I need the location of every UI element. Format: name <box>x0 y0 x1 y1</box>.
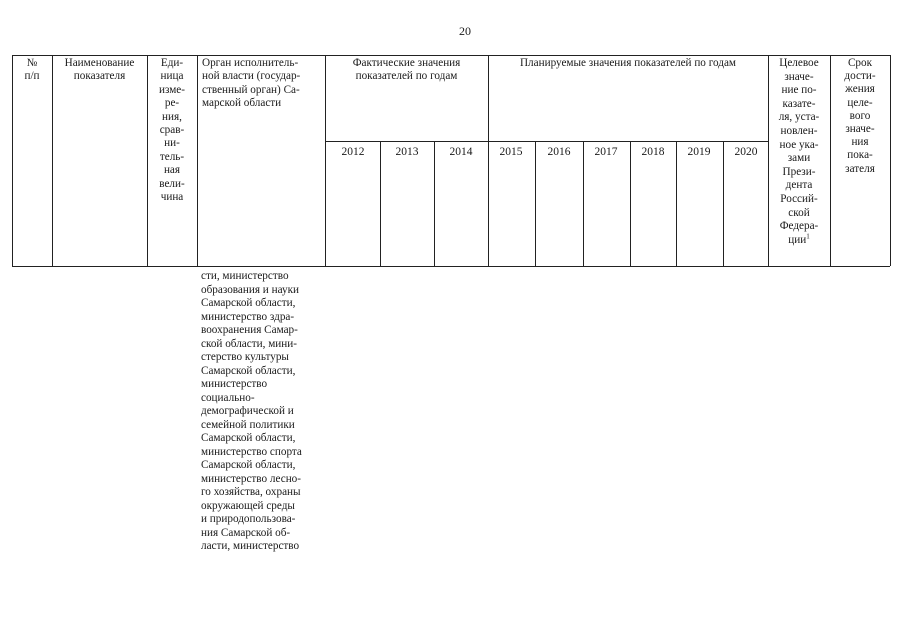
col-rule-num <box>52 55 53 266</box>
year-header-2014: 2014 <box>449 146 473 158</box>
table-top-rule <box>12 55 890 56</box>
col-rule-left <box>12 55 13 266</box>
header-actual-values: Фактические значения показателей по годам <box>352 57 461 83</box>
header-number: № п/п <box>24 57 40 83</box>
header-unit: Еди- ница изме- ре- ния, срав- ни- тель- ная вели- чина <box>158 57 186 204</box>
col-rule-2012 <box>380 141 381 266</box>
col-rule-2019 <box>723 141 724 266</box>
year-header-2012: 2012 <box>341 146 365 158</box>
year-header-2015: 2015 <box>499 146 523 158</box>
year-header-2016: 2016 <box>547 146 571 158</box>
col-rule-actual-end <box>488 55 489 266</box>
authority-continuation-text: сти, министерство образования и науки Самарской области, министерство здра- воохранения Самар- ской области, мини- стерство культуры Самарской области, министерство социально- демографической и семейной политики Самарской области, министерство спорта Самарской области, министерство лесно- го хозяйства, охраны окружающей среды и природопользова- ния Самарской об- ласти, министерство <box>201 270 302 552</box>
footnote-marker: 1 <box>806 231 810 240</box>
year-header-2019: 2019 <box>687 146 711 158</box>
table-bottom-rule <box>12 266 890 267</box>
header-planned-values: Планируемые значения показателей по годам <box>519 57 737 69</box>
header-deadline: Срок дости- жения целе- вого значе- ния пока- зателя <box>844 57 876 175</box>
year-header-2018: 2018 <box>641 146 665 158</box>
col-rule-2015 <box>535 141 536 266</box>
header-executive-authority: Орган исполнитель- ной власти (государ- ственный орган) Са- марской области <box>202 57 301 109</box>
target-last-line: Федера- <box>779 220 819 233</box>
col-rule-2018 <box>676 141 677 266</box>
col-rule-authority <box>325 55 326 266</box>
col-rule-2017 <box>630 141 631 266</box>
year-header-2017: 2017 <box>594 146 618 158</box>
target-final-word: ции <box>788 233 807 246</box>
year-header-2013: 2013 <box>395 146 419 158</box>
header-indicator-name: Наименование показателя <box>64 57 135 83</box>
col-rule-right <box>890 55 891 266</box>
col-rule-2016 <box>583 141 584 266</box>
years-header-rule <box>325 141 768 142</box>
page-number: 20 <box>459 24 471 38</box>
col-rule-2013 <box>434 141 435 266</box>
year-header-2020: 2020 <box>734 146 758 158</box>
header-target-value: Целевое значе- ние по- казате- ля, уста- новлен- ное ука- зами Прези- дента Россий- ской Федера- ции$^1$ <box>778 57 820 246</box>
